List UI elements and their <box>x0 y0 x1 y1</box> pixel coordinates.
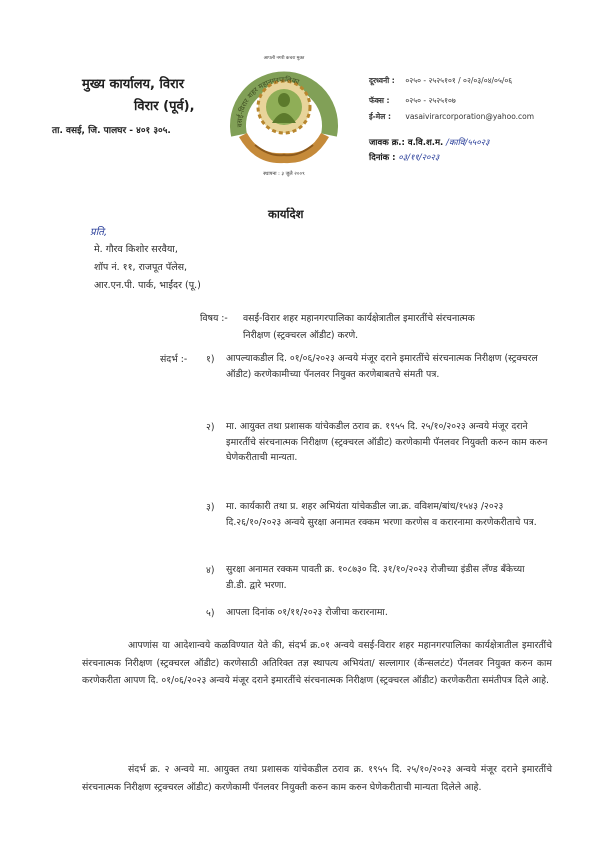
recipient-name: मे. गौरव किशोर सरवैया, <box>94 244 178 255</box>
office-line-2: विरार (पूर्व), <box>134 99 195 114</box>
ref-value: /कावि/५५०२३ <box>445 138 490 148</box>
ref-label: जावक क्र.: व.वि.श.म. <box>369 138 444 148</box>
corporation-logo <box>225 45 343 185</box>
body-paragraph-1: आपणांस या आदेशान्वये कळविण्यात येते की, संदर्भ क्र.०१ अन्वये वसई-विरार शहर महानगरपालिका कार्यक्षेत्रातील इमारतींचे संरचनात्मक निरीक्षण (स्ट्रक्चरल ऑडीट) करणेसाठी अतिरिक्त तज्ञ स्थापत्य अभियंता/ सल्लागार (कॅन्सलटंट) पॅनलवर नियुक्त करुन काम करणेकरीता आपण दि. ०१/०६/२०२३ अन्वये मंजूर दराने इमारतींचे संरचनात्मक निरीक्षण (स्ट्रक्चरल ऑडीट) करणेकरीता समंतीपत्र दिले आहे. <box>82 640 552 686</box>
recipient-salutation: प्रति, <box>90 227 108 238</box>
logo-top-text: आपली नगरी कचरा मुक्त <box>263 56 305 61</box>
email-row <box>369 112 534 122</box>
fax-value: ०२५० - २५२५१०७ <box>405 96 456 105</box>
ref-5-num: ५) <box>206 608 215 619</box>
email-value: vasaivirarcorporation@yahoo.com <box>405 112 535 121</box>
ref-1-num: १) <box>206 354 215 365</box>
ref-4-text: सुरक्षा अनामत रक्कम पावती क्र. १०८७३० दि. ३१/१०/२०२३ रोजीच्या इंडीस लँण्ड बँकेच्या डी.डी. द्वारे भरणा. <box>226 564 525 591</box>
body-paragraph-2: संदर्भ क्र. २ अन्वये मा. आयुक्त तथा प्रशासक यांचेकडील ठराव क्र. १९५५ दि. २५/१०/२०२३ अन्वये मंजूर दराने इमारतींचे संरचनात्मक निरीक्षण स्ट्रक्चरल ऑडीट) करणेकामी पॅनलवर नियुक्ती करुन काम करुन घेणेकरीताची मान्यता दिलेले आहे. <box>82 764 552 793</box>
logo-bottom-text: स्थापना : ३ जुलै २००९ <box>263 171 305 177</box>
office-line-3: ता. वसई, जि. पालघर - ४०१ ३०५. <box>52 126 171 136</box>
ref-row <box>369 137 489 148</box>
email-label: ई-मेल : <box>369 112 391 121</box>
phone-row <box>369 76 512 86</box>
date-label: दिनांक : <box>369 153 396 163</box>
phone-label: दूरध्वनी : <box>369 76 395 85</box>
ref-1-text: आपल्याकडील दि. ०१/०६/२०२३ अन्वये मंजूर दराने इमारतींचे संरचनात्मक निरीक्षण (स्ट्रक्चरल ऑडीट) करणेकामीच्या पॅनलवर नियुक्त करणेबाबतचे संमती पत्र. <box>226 353 538 380</box>
date-value: ०३/११/२०२३ <box>398 153 440 163</box>
subject-line-2: निरीक्षण (स्ट्रक्चरल ऑडीट) करणे. <box>243 330 359 341</box>
fax-row <box>369 96 456 106</box>
phone-value: ०२५० - २५२५१०१ / ०२/०३/०४/०५/०६ <box>405 76 513 85</box>
ref-4-num: ४) <box>206 565 215 576</box>
recipient-address-1: शॉप नं. ११, राजपूत पॅलेस, <box>94 262 188 273</box>
logo-ring-text: वसई-विरार शहर महानगरपालिका <box>235 75 300 128</box>
ref-3-text: मा. कार्यकारी तथा प्र. शहर अभियंता यांचेकडील जा.क्र. वविशम/बांध/१५४३ /२०२३ दि.२६/१०/२०२३ अन्वये सुरक्षा अनामत रक्कम भरणा करणेस व करारनामा करणेकरीताचे पत्र. <box>226 501 537 528</box>
subject-label: विषय :- <box>200 313 228 324</box>
ref-5-text: आपला दिनांक ०१/११/२०२३ रोजीचा करारनामा. <box>226 607 388 618</box>
ref-3-num: ३) <box>206 502 215 513</box>
fax-label: फॅक्स : <box>369 96 390 105</box>
office-line-1: मुख्य कार्यालय, विरार <box>82 77 185 92</box>
document-title: कार्यादेश <box>268 207 304 221</box>
references-label: संदर्भ :- <box>160 354 188 365</box>
date-row <box>369 152 439 163</box>
ref-2-num: २) <box>206 422 215 433</box>
ref-2-text: मा. आयुक्त तथा प्रशासक यांचेकडील ठराव क्र. १९५५ दि. २५/१०/२०२३ अन्वये मंजूर दराने इमारतींचे संरचनात्मक निरीक्षण (स्ट्रक्चरल ऑडीट) करणेकामी पॅनलवर नियुक्ती करुन काम करुन घेणेकरीताची मान्यता. <box>226 421 548 463</box>
recipient-address-2: आर.एन.पी. पार्क, भाईंदर (पू.) <box>94 280 201 291</box>
subject-line-1: वसई-विरार शहर महानगरपालिका कार्यक्षेत्रातील इमारतींचे संरचनात्मक <box>243 313 475 324</box>
